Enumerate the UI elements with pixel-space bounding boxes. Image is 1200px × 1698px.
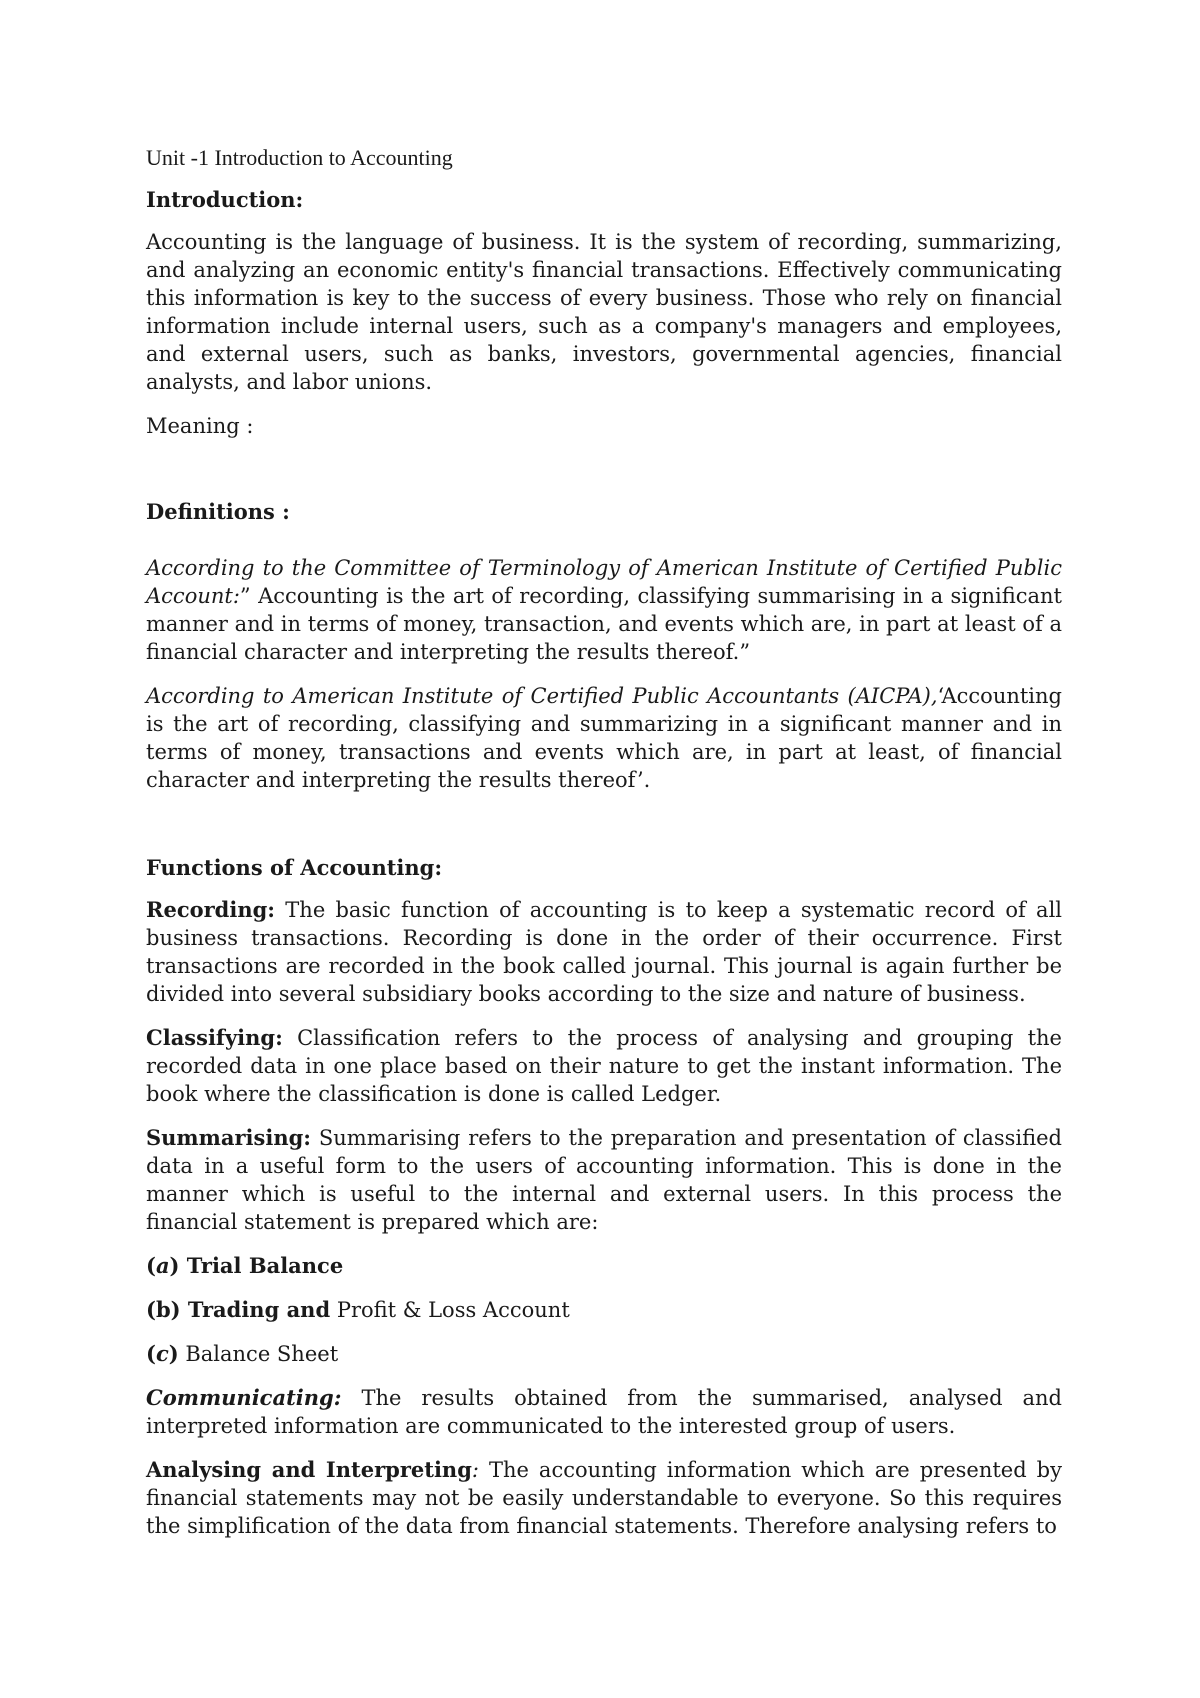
statement-item-b	[146, 1296, 1062, 1324]
function-label: Summarising:	[146, 1125, 312, 1150]
statement-item-a	[146, 1252, 1062, 1280]
list-marker: (a)	[146, 1253, 180, 1278]
function-label: Communicating:	[146, 1385, 342, 1410]
definition-text: ‘Accounting is the art of recording, classifying and summarizing in a significant manner and in terms of money, transactions and events which are, in part at least, of financial character and interpreting the results thereof’.	[146, 684, 1062, 792]
list-marker: (b)	[146, 1297, 181, 1322]
definition-item	[146, 554, 1062, 666]
meaning-label: Meaning :	[146, 414, 254, 438]
functions-heading: Functions of Accounting:	[146, 855, 443, 880]
function-text: Summarising refers to the preparation and presentation of classified data in a useful form to the users of accounting information. This is done in the manner which is useful to the internal and external users. In this process the financial statement is prepared which are:	[146, 1126, 1062, 1234]
statement-bold-text: Trial Balance	[179, 1253, 344, 1278]
introduction-paragraph: Accounting is the language of business. It is the system of recording, summarizing, and analyzing an economic entity's financial transactions. Effectively communicating this information is key to the success of every business. Those who rely on financial information include internal users, such as a company's managers and employees, and external users, such as banks, investors, governmental agencies, financial analysts, and labor unions.	[146, 230, 1062, 394]
function-label: Classifying:	[146, 1025, 283, 1050]
definitions-heading: Definitions :	[146, 499, 290, 524]
unit-title: Unit -1 Introduction to Accounting	[146, 145, 453, 170]
statement-item-c	[146, 1340, 1062, 1368]
function-text: The accounting information which are presented by financial statements may not be easily understandable to everyone. So this requires the simplification of the data from financial statements. Therefore analysing refers to	[146, 1458, 1062, 1538]
function-label: Analysing and Interpreting	[146, 1457, 472, 1482]
introduction-heading: Introduction:	[146, 187, 304, 212]
document-page	[146, 144, 1062, 1556]
function-summarising	[146, 1124, 1062, 1236]
definition-item	[146, 682, 1062, 794]
statement-bold-text: Trading and	[180, 1297, 331, 1322]
definition-text: ” Accounting is the art of recording, classifying summarising in a significant manner and in terms of money, transaction, and events which are, in part at least of a financial character and interpreting the results thereof.”	[146, 584, 1062, 664]
function-label: Recording:	[146, 897, 276, 922]
function-text: Classification refers to the process of analysing and grouping the recorded data in one place based on their nature to get the instant information. The book where the classification is done is called Ledger.	[146, 1026, 1062, 1106]
function-text: The results obtained from the summarised, analysed and interpreted information are communicated to the interested group of users.	[146, 1386, 1062, 1438]
function-text: The basic function of accounting is to keep a systematic record of all business transactions. Recording is done in the order of their occurrence. First transactions are recorded in the book called journal. This journal is again further be divided into several subsidiary books according to the size and nature of business.	[146, 898, 1062, 1006]
statement-text: Balance Sheet	[178, 1342, 339, 1366]
list-marker: (c)	[146, 1341, 179, 1366]
definition-source: According to American Institute of Certified Public Accountants (AICPA),	[146, 684, 938, 708]
function-label-colon: :	[471, 1458, 479, 1482]
function-analysing	[146, 1456, 1062, 1540]
function-classifying	[146, 1024, 1062, 1108]
function-recording	[146, 896, 1062, 1008]
definition-source: According to the Committee of Terminology of American Institute of Certified Public Account:	[146, 556, 1062, 608]
statement-text: Profit & Loss Account	[330, 1298, 570, 1322]
function-communicating	[146, 1384, 1062, 1440]
